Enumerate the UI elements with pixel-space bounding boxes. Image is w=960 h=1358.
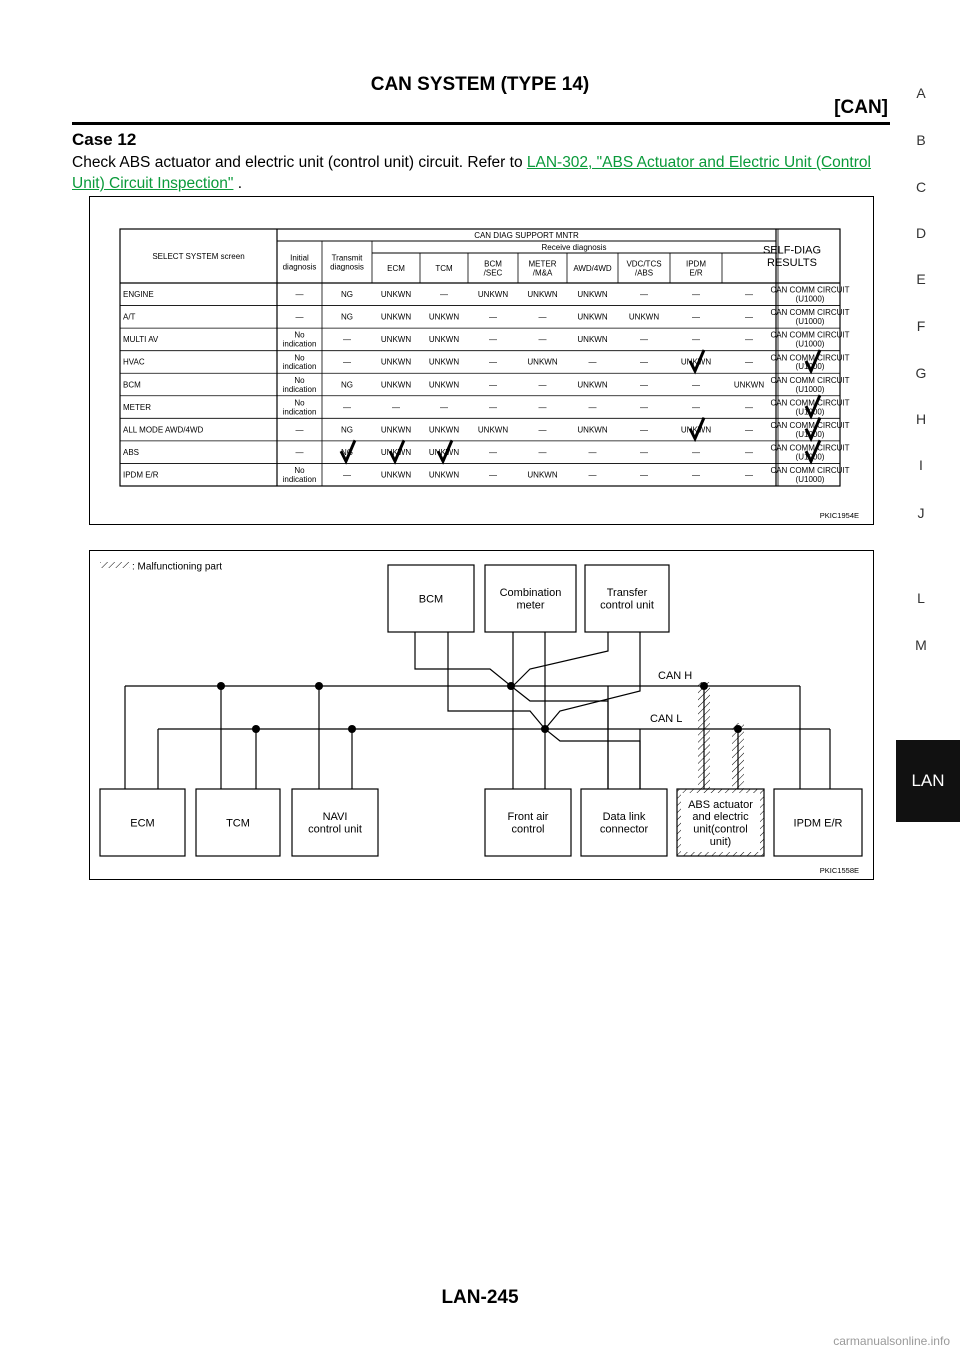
can-diag-table — [90, 197, 873, 524]
row-cell: NG — [341, 312, 353, 322]
row-cell: — — [692, 470, 700, 480]
row-cell: UNKWN — [428, 425, 460, 435]
header-transmit: Transmit diagnosis — [330, 253, 364, 272]
row-cell: UNKWN — [680, 357, 712, 367]
row-result: CAN COMM CIRCUIT (U1000) — [770, 420, 850, 439]
header-receive-col: VDC/TCS /ABS — [626, 259, 662, 278]
row-cell: — — [692, 380, 700, 390]
row-cell: UNKWN — [428, 380, 460, 390]
header-receive-col: ECM — [387, 263, 405, 273]
row-name: BCM — [123, 380, 141, 390]
row-cell: UNKWN — [380, 357, 412, 367]
row-cell: — — [745, 470, 753, 480]
row-result: CAN COMM CIRCUIT (U1000) — [770, 375, 850, 394]
table-frame — [120, 229, 840, 486]
row-cell: UNKWN — [577, 335, 608, 345]
row-result: CAN COMM CIRCUIT (U1000) — [770, 285, 850, 304]
row-cell: NG — [341, 290, 353, 300]
side-tab-b[interactable]: B — [916, 132, 926, 148]
row-initial: No indication — [282, 353, 317, 372]
row-cell: — — [489, 470, 497, 480]
row-cell: — — [343, 470, 351, 480]
row-cell: UNKWN — [577, 425, 608, 435]
row-cell: — — [588, 447, 597, 457]
row-initial: — — [295, 290, 304, 300]
header-title: CAN DIAG SUPPORT MNTR — [474, 230, 579, 240]
row-cell: — — [489, 312, 497, 322]
can-network-diagram — [90, 551, 873, 879]
header-selfdiag: SELF-DIAG RESULTS — [762, 244, 822, 270]
can-network-diagram-figure — [89, 550, 874, 880]
row-cell: UNKWN — [380, 380, 412, 390]
row-name: ALL MODE AWD/4WD — [123, 425, 204, 435]
row-cell: — — [489, 357, 497, 367]
page-header-title: CAN SYSTEM (TYPE 14) — [370, 74, 590, 95]
junction-dot — [217, 682, 225, 690]
header-receive-col: METER /M&A — [528, 259, 557, 278]
top-unit-label: Transfer control unit — [600, 587, 654, 612]
can-diag-table-figure — [89, 196, 874, 525]
wire — [513, 632, 608, 686]
row-cell: UNKWN — [428, 335, 460, 345]
row-cell: UNKWN — [380, 425, 412, 435]
row-cell: — — [745, 357, 753, 367]
row-initial: No indication — [282, 375, 317, 394]
row-cell: — — [440, 290, 448, 300]
row-name: A/T — [123, 312, 136, 322]
row-cell: UNKWN — [477, 290, 509, 300]
row-cell: UNKWN — [577, 290, 608, 300]
row-cell: — — [489, 335, 497, 345]
row-cell: UNKWN — [428, 312, 460, 322]
row-cell: UNKWN — [680, 425, 712, 435]
row-cell: — — [692, 447, 700, 457]
header-select: SELECT SYSTEM screen — [152, 251, 245, 261]
intro-paragraph — [72, 152, 890, 194]
row-cell: — — [640, 470, 648, 480]
side-tab-a[interactable]: A — [916, 85, 926, 101]
malfunction-unit-label: ABS actuator and electric unit(control unit) — [688, 798, 753, 848]
side-tab-e[interactable]: E — [916, 271, 926, 287]
row-result: CAN COMM CIRCUIT (U1000) — [770, 353, 850, 372]
row-cell: — — [640, 425, 648, 435]
junction-dot — [700, 682, 708, 690]
row-cell: — — [392, 402, 400, 412]
row-cell: — — [745, 425, 753, 435]
row-cell: — — [640, 290, 648, 300]
row-name: METER — [123, 402, 151, 412]
top-unit-label: Combination meter — [499, 587, 562, 612]
row-result: CAN COMM CIRCUIT (U1000) — [770, 330, 850, 349]
row-cell: — — [588, 357, 597, 367]
row-cell: — — [640, 335, 648, 345]
row-cell: UNKWN — [428, 470, 460, 480]
row-cell: — — [692, 312, 700, 322]
row-result: CAN COMM CIRCUIT (U1000) — [770, 443, 850, 462]
row-name: ABS — [123, 447, 140, 457]
row-cell: UNKWN — [527, 357, 558, 367]
can-l-label: CAN L — [650, 712, 683, 725]
junction-dot — [348, 725, 356, 733]
row-cell: — — [745, 447, 753, 457]
bottom-unit-label: Front air control — [507, 811, 549, 836]
row-initial: No indication — [282, 330, 317, 349]
row-cell: UNKWN — [527, 290, 558, 300]
side-tab-h[interactable]: H — [915, 411, 927, 427]
row-cell: — — [538, 380, 547, 390]
row-cell: UNKWN — [527, 470, 558, 480]
row-initial: — — [295, 425, 304, 435]
row-cell: — — [343, 335, 351, 345]
legend-text: : Malfunctioning part — [132, 561, 223, 573]
junction-dot — [252, 725, 260, 733]
row-name: MULTI AV — [123, 335, 159, 345]
side-tab-l[interactable]: L — [917, 590, 925, 606]
figure-id: PKIC1954E — [819, 511, 859, 520]
row-cell: UNKWN — [380, 447, 412, 457]
legend-hatch — [100, 562, 130, 568]
row-cell: UNKWN — [577, 312, 608, 322]
row-cell: — — [640, 380, 648, 390]
row-cell: UNKWN — [380, 335, 412, 345]
row-cell: — — [745, 290, 753, 300]
row-cell: — — [692, 335, 700, 345]
row-cell: — — [440, 402, 448, 412]
row-name: HVAC — [123, 357, 145, 367]
row-cell: — — [489, 380, 497, 390]
row-result: CAN COMM CIRCUIT (U1000) — [770, 308, 850, 327]
side-tab-m[interactable]: M — [915, 637, 927, 653]
row-cell: — — [538, 447, 547, 457]
row-cell: UNKWN — [380, 312, 412, 322]
header-receive: Receive diagnosis — [541, 242, 607, 252]
row-cell: NG — [341, 447, 353, 457]
row-initial: — — [295, 447, 304, 457]
row-result: CAN COMM CIRCUIT (U1000) — [770, 466, 850, 485]
inspection-link[interactable]: LAN-302, "ABS Actuator and Electric Unit (Control Unit) Circuit Inspection" — [72, 154, 871, 192]
bottom-unit-label: NAVI control unit — [308, 811, 362, 836]
row-cell: NG — [341, 425, 353, 435]
row-cell: — — [538, 402, 547, 412]
side-tab-j[interactable]: J — [917, 505, 925, 521]
row-initial: — — [295, 312, 304, 322]
junction-dot — [315, 682, 323, 690]
wire — [448, 632, 640, 789]
row-cell: — — [538, 312, 547, 322]
row-cell: — — [489, 447, 497, 457]
tab-lan-label: LAN — [911, 771, 945, 790]
row-cell: UNKWN — [628, 312, 660, 322]
row-cell: — — [343, 402, 351, 412]
row-cell: UNKWN — [477, 425, 509, 435]
wire — [545, 632, 640, 729]
bottom-unit-label: Data link connector — [599, 811, 649, 836]
row-cell: — — [538, 425, 547, 435]
row-cell: — — [588, 470, 597, 480]
row-cell: UNKWN — [380, 470, 412, 480]
row-cell: — — [343, 357, 351, 367]
intro-text: Check ABS actuator and electric unit (control unit) circuit. Refer to — [72, 154, 527, 171]
row-cell: — — [640, 402, 648, 412]
row-result: CAN COMM CIRCUIT (U1000) — [770, 398, 850, 417]
row-cell: — — [489, 402, 497, 412]
row-name: ENGINE — [123, 290, 154, 300]
row-cell: — — [692, 402, 700, 412]
row-initial: No indication — [282, 466, 317, 485]
figure-id: PKIC1558E — [819, 866, 859, 875]
bottom-unit-label: IPDM E/R — [793, 817, 843, 830]
row-cell: UNKWN — [733, 380, 765, 390]
row-cell: — — [692, 290, 700, 300]
row-cell: UNKWN — [428, 447, 460, 457]
case-title: Case 12 — [72, 130, 137, 149]
row-cell: NG — [341, 380, 353, 390]
bottom-unit-label: TCM — [226, 817, 250, 830]
intro-after: . — [233, 175, 243, 192]
row-cell: — — [745, 335, 753, 345]
row-cell: UNKWN — [577, 380, 608, 390]
watermark: carmanualsonline.info — [833, 1334, 950, 1348]
top-unit-label: BCM — [418, 593, 444, 606]
row-cell: — — [745, 402, 753, 412]
header-receive-col: TCM — [435, 263, 453, 273]
row-cell: — — [640, 447, 648, 457]
row-cell: UNKWN — [380, 290, 412, 300]
header-receive-col: IPDM E/R — [686, 259, 706, 278]
side-tab-f[interactable]: F — [916, 318, 926, 334]
bottom-unit-label: ECM — [130, 817, 155, 830]
row-cell: — — [588, 402, 597, 412]
section-label: [CAN] — [834, 97, 888, 118]
side-tab-d[interactable]: D — [915, 225, 927, 241]
tab-lan-active[interactable] — [896, 740, 960, 822]
header-rule — [72, 122, 890, 125]
row-cell: — — [640, 357, 648, 367]
side-tab-g[interactable]: G — [915, 365, 927, 381]
row-initial: No indication — [282, 398, 317, 417]
row-cell: — — [745, 312, 753, 322]
row-name: IPDM E/R — [123, 470, 159, 480]
can-h-label: CAN H — [658, 669, 693, 682]
side-tab-c[interactable]: C — [915, 179, 927, 195]
side-tab-i[interactable]: I — [919, 457, 923, 473]
page-number: LAN-245 — [441, 1287, 519, 1308]
header-receive-col: BCM /SEC — [483, 259, 503, 278]
header-receive-col: AWD/4WD — [573, 263, 612, 273]
row-cell: UNKWN — [428, 357, 460, 367]
row-cell: — — [538, 335, 547, 345]
junction-dot — [734, 725, 742, 733]
header-initial: Initial diagnosis — [282, 253, 317, 272]
